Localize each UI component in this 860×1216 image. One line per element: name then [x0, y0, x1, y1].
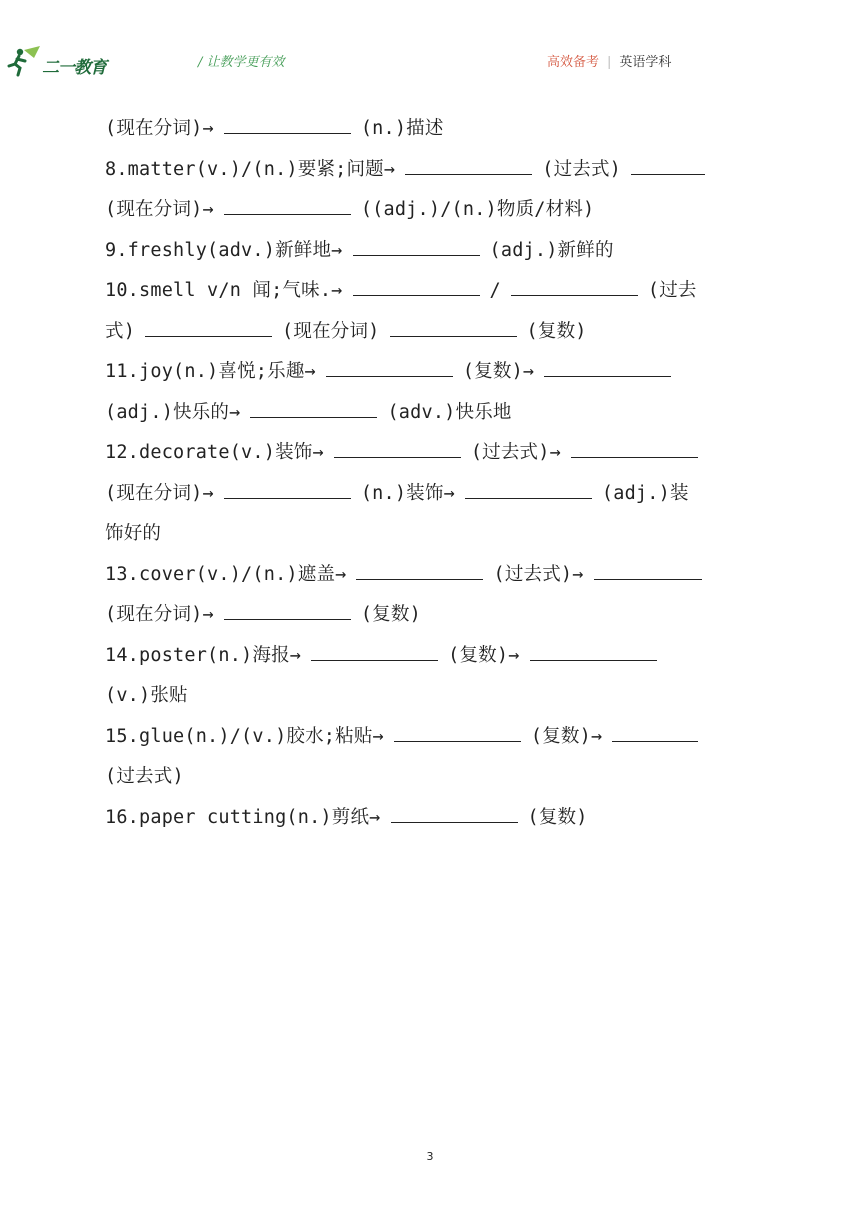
answer-blank[interactable] — [334, 439, 461, 458]
exercise-line — [105, 598, 765, 639]
answer-blank[interactable] — [356, 561, 483, 580]
answer-blank[interactable] — [145, 318, 272, 337]
exercise-line — [105, 760, 765, 801]
line-text: (adv.)快乐地 — [387, 401, 512, 423]
line-text: 16.paper cutting(n.)剪纸→ — [105, 806, 381, 828]
line-text: (现在分词)→ — [105, 118, 214, 139]
line-text: (adj.)快乐的→ — [105, 401, 241, 423]
answer-blank[interactable] — [391, 804, 518, 823]
answer-blank[interactable] — [405, 156, 532, 175]
answer-blank[interactable] — [511, 277, 638, 296]
line-text: (过去式) — [105, 766, 184, 787]
answer-blank[interactable] — [224, 601, 351, 620]
line-text: (过去式)→ — [470, 442, 561, 463]
line-text: 13.cover(v.)/(n.)遮盖→ — [105, 563, 347, 585]
answer-blank[interactable] — [631, 156, 705, 175]
line-text: 14.poster(n.)海报→ — [105, 644, 302, 666]
line-text: (复数)→ — [462, 361, 535, 382]
answer-blank[interactable] — [390, 318, 517, 337]
line-text: (现在分词)→ — [105, 199, 214, 220]
answer-blank[interactable] — [465, 480, 592, 499]
exercise-line — [105, 436, 765, 477]
line-text: 饰好的 — [105, 523, 162, 544]
answer-blank[interactable] — [612, 723, 698, 742]
exercise-line — [105, 234, 765, 275]
line-text: (复数)→ — [448, 644, 520, 666]
line-text: 15.glue(n.)/(v.)胶水;粘贴→ — [105, 725, 384, 747]
exercise-line — [105, 639, 765, 680]
line-text: (过去式) — [542, 158, 622, 180]
running-figure-icon — [6, 44, 42, 78]
exercise-line — [105, 396, 765, 437]
line-text: (过去 — [647, 280, 697, 301]
line-text: (复数) — [360, 604, 421, 625]
page-number: 3 — [426, 1150, 434, 1163]
exercise-line — [105, 112, 765, 153]
line-text: (复数) — [527, 806, 588, 828]
line-text: 8.matter(v.)/(n.)要紧;问题→ — [105, 158, 396, 180]
exercise-line — [105, 558, 765, 599]
line-text: 9.freshly(adv.)新鲜地→ — [105, 239, 343, 261]
exercise-line — [105, 517, 765, 558]
exercise-line — [105, 355, 765, 396]
exercise-line — [105, 193, 765, 234]
header-tag-prep: 高效备考 — [547, 55, 600, 70]
line-text: (现在分词)→ — [105, 604, 214, 625]
answer-blank[interactable] — [224, 480, 351, 499]
header-tag-subject: 英语学科 — [619, 55, 672, 70]
answer-blank[interactable] — [571, 439, 698, 458]
line-text: (复数) — [526, 320, 587, 342]
line-text: (adj.)新鲜的 — [489, 239, 614, 261]
logo — [6, 44, 116, 78]
header-right — [547, 51, 671, 70]
header-separator: | — [607, 55, 612, 70]
answer-blank[interactable] — [353, 277, 480, 296]
line-text: ((adj.)/(n.)物质/材料) — [360, 199, 595, 220]
line-text: (n.)装饰→ — [360, 482, 455, 504]
line-text: (复数)→ — [530, 725, 603, 747]
answer-blank[interactable] — [224, 115, 351, 134]
exercise-line — [105, 679, 765, 720]
exercise-line — [105, 315, 765, 356]
exercise-line — [105, 153, 765, 194]
answer-blank[interactable] — [594, 561, 702, 580]
page-header — [0, 0, 860, 90]
answer-blank[interactable] — [353, 237, 480, 256]
exercise-line — [105, 274, 765, 315]
exercise-line — [105, 477, 765, 518]
line-text: 10.smell v/n 闻;气味.→ — [105, 280, 343, 301]
line-text: (现在分词) — [282, 320, 380, 342]
line-text: (v.)张贴 — [105, 685, 188, 706]
line-text: (过去式)→ — [493, 563, 584, 585]
line-text: / — [489, 280, 501, 301]
header-slogan: / 让教学更有效 — [198, 55, 285, 70]
answer-blank[interactable] — [394, 723, 521, 742]
line-text: 12.decorate(v.)装饰→ — [105, 442, 324, 463]
answer-blank[interactable] — [544, 358, 671, 377]
answer-blank[interactable] — [250, 399, 377, 418]
line-text: 11.joy(n.)喜悦;乐趣→ — [105, 361, 316, 382]
logo-text: 二一教育 — [42, 58, 106, 78]
answer-blank[interactable] — [311, 642, 438, 661]
line-text: 式) — [105, 320, 136, 342]
exercise-line — [105, 720, 765, 761]
exercise-line — [105, 801, 765, 842]
answer-blank[interactable] — [326, 358, 453, 377]
line-text: (adj.)装 — [601, 482, 689, 504]
answer-blank[interactable] — [224, 196, 351, 215]
answer-blank[interactable] — [530, 642, 657, 661]
line-text: (现在分词)→ — [105, 482, 214, 504]
exercise-content — [105, 112, 765, 841]
line-text: (n.)描述 — [360, 118, 444, 139]
